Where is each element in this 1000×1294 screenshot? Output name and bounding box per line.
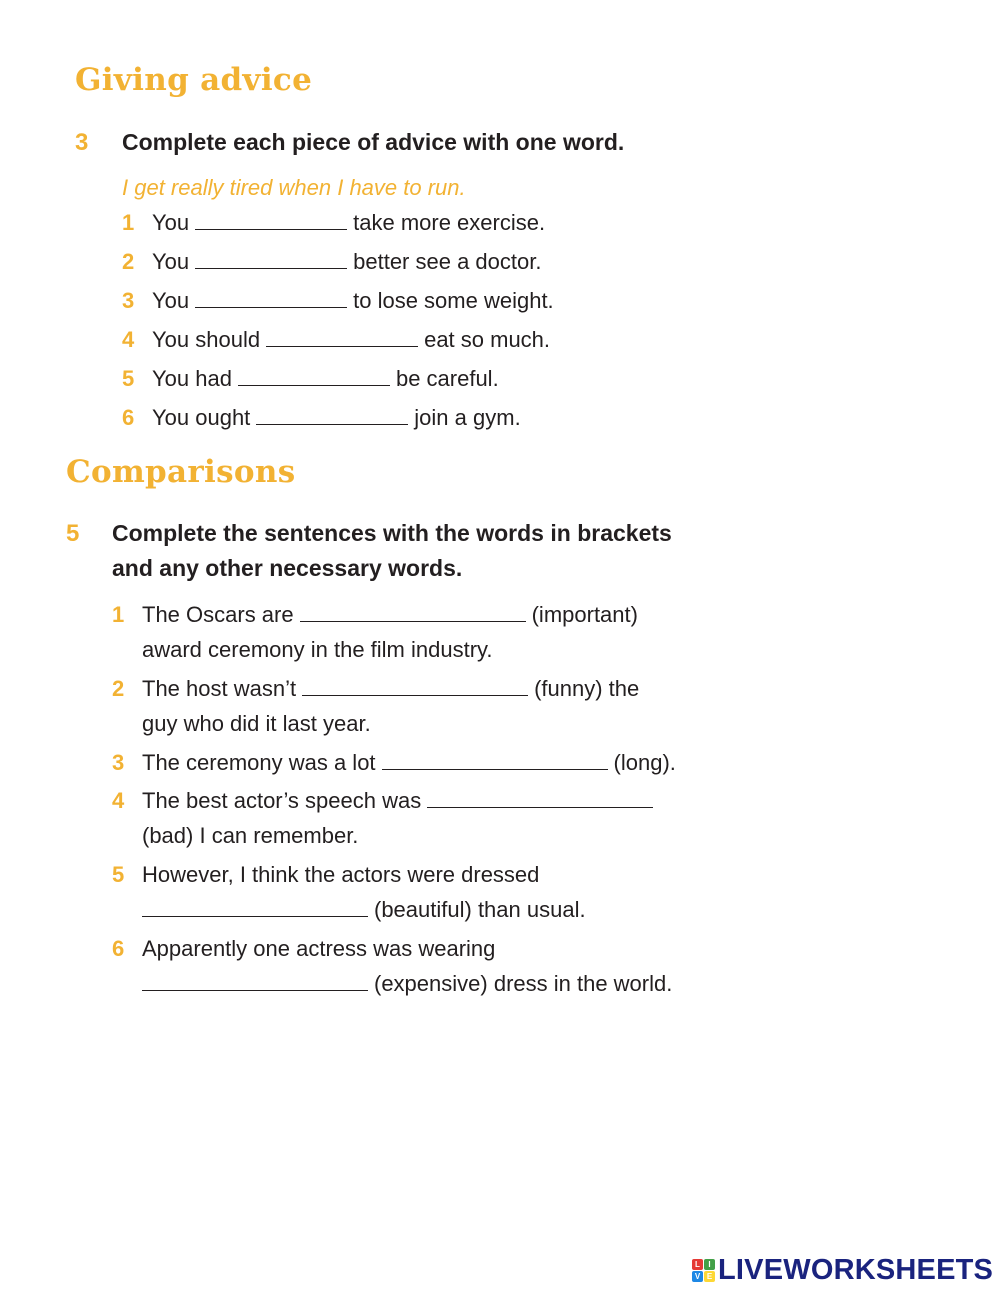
- item-number: 4: [122, 327, 135, 352]
- answer-blank[interactable]: [195, 248, 347, 269]
- item-text-after: be careful.: [395, 366, 499, 391]
- section-heading-comparisons: Comparisons: [66, 454, 296, 490]
- item-text-after: eat so much.: [424, 327, 551, 352]
- list-item: [112, 597, 638, 632]
- list-item: [122, 244, 541, 279]
- list-item: [122, 361, 499, 396]
- list-item-continuation: award ceremony in the film industry.: [142, 637, 493, 662]
- answer-blank[interactable]: [302, 675, 528, 696]
- list-item: [122, 283, 554, 318]
- list-item: [122, 205, 545, 240]
- item-text-before: You: [152, 249, 190, 274]
- list-item-continuation: [142, 892, 586, 927]
- logo-letter: E: [704, 1271, 715, 1282]
- item-text: Apparently one actress was wearing: [142, 936, 496, 961]
- answer-blank[interactable]: [142, 970, 368, 991]
- list-item-continuation: guy who did it last year.: [142, 711, 371, 736]
- answer-blank[interactable]: [427, 787, 653, 808]
- item-text-before: You: [152, 210, 190, 235]
- exercise-instruction: Complete each piece of advice with one word.: [122, 129, 625, 155]
- list-item: [112, 783, 659, 818]
- exercise-number: 3: [75, 129, 89, 156]
- exercise-instruction-line2: and any other necessary words.: [112, 555, 463, 581]
- list-item: [112, 857, 539, 892]
- liveworksheets-logo: [692, 1254, 993, 1287]
- item-number: 3: [122, 288, 135, 313]
- answer-blank[interactable]: [238, 365, 390, 386]
- logo-grid-icon: [692, 1259, 715, 1282]
- item-text-after: (important): [531, 602, 638, 627]
- item-text-after: (expensive) dress in the world.: [374, 971, 673, 996]
- example-sentence: I get really tired when I have to run.: [122, 175, 466, 200]
- item-text-before: You should: [152, 327, 261, 352]
- exercise-number: 5: [66, 520, 80, 547]
- list-item-continuation: (bad) I can remember.: [142, 823, 359, 848]
- logo-letter: V: [692, 1271, 703, 1282]
- item-text-before: You: [152, 288, 190, 313]
- item-text-before: The ceremony was a lot: [142, 750, 376, 775]
- item-text-after: take more exercise.: [353, 210, 546, 235]
- logo-text: LIVEWORKSHEETS: [718, 1254, 994, 1286]
- list-item: [112, 931, 495, 966]
- answer-blank[interactable]: [256, 404, 408, 425]
- item-number: 2: [122, 249, 135, 274]
- exercise-instruction-line1: Complete the sentences with the words in brackets: [112, 520, 672, 546]
- list-item: [122, 400, 521, 435]
- item-number: 6: [112, 936, 125, 961]
- answer-blank[interactable]: [142, 896, 368, 917]
- item-number: 1: [122, 210, 135, 235]
- logo-letter: L: [692, 1259, 703, 1270]
- item-text-before: The host wasn’t: [142, 676, 297, 701]
- item-number: 1: [112, 602, 125, 627]
- item-text-after: better see a doctor.: [353, 249, 542, 274]
- item-text-after: to lose some weight.: [353, 288, 554, 313]
- list-item: [112, 671, 639, 706]
- item-text-after: (beautiful) than usual.: [374, 897, 586, 922]
- item-text-after: join a gym.: [414, 405, 521, 430]
- item-text-before: The Oscars are: [142, 602, 294, 627]
- answer-blank[interactable]: [300, 601, 526, 622]
- answer-blank[interactable]: [382, 749, 608, 770]
- list-item: [122, 322, 550, 357]
- item-text-before: You had: [152, 366, 232, 391]
- item-text-after: (long).: [613, 750, 676, 775]
- answer-blank[interactable]: [195, 209, 347, 230]
- answer-blank[interactable]: [195, 287, 347, 308]
- section-heading-giving-advice: Giving advice: [75, 62, 313, 98]
- item-number: 5: [122, 366, 135, 391]
- item-number: 4: [112, 788, 125, 813]
- list-item-continuation: [142, 966, 672, 1001]
- logo-letter: I: [704, 1259, 715, 1270]
- item-number: 3: [112, 750, 125, 775]
- item-text-before: The best actor’s speech was: [142, 788, 422, 813]
- list-item: [112, 745, 676, 780]
- item-number: 6: [122, 405, 135, 430]
- item-text-before: You ought: [152, 405, 251, 430]
- item-number: 5: [112, 862, 125, 887]
- item-text: However, I think the actors were dressed: [142, 862, 540, 887]
- answer-blank[interactable]: [266, 326, 418, 347]
- item-text-after: (funny) the: [534, 676, 640, 701]
- item-number: 2: [112, 676, 125, 701]
